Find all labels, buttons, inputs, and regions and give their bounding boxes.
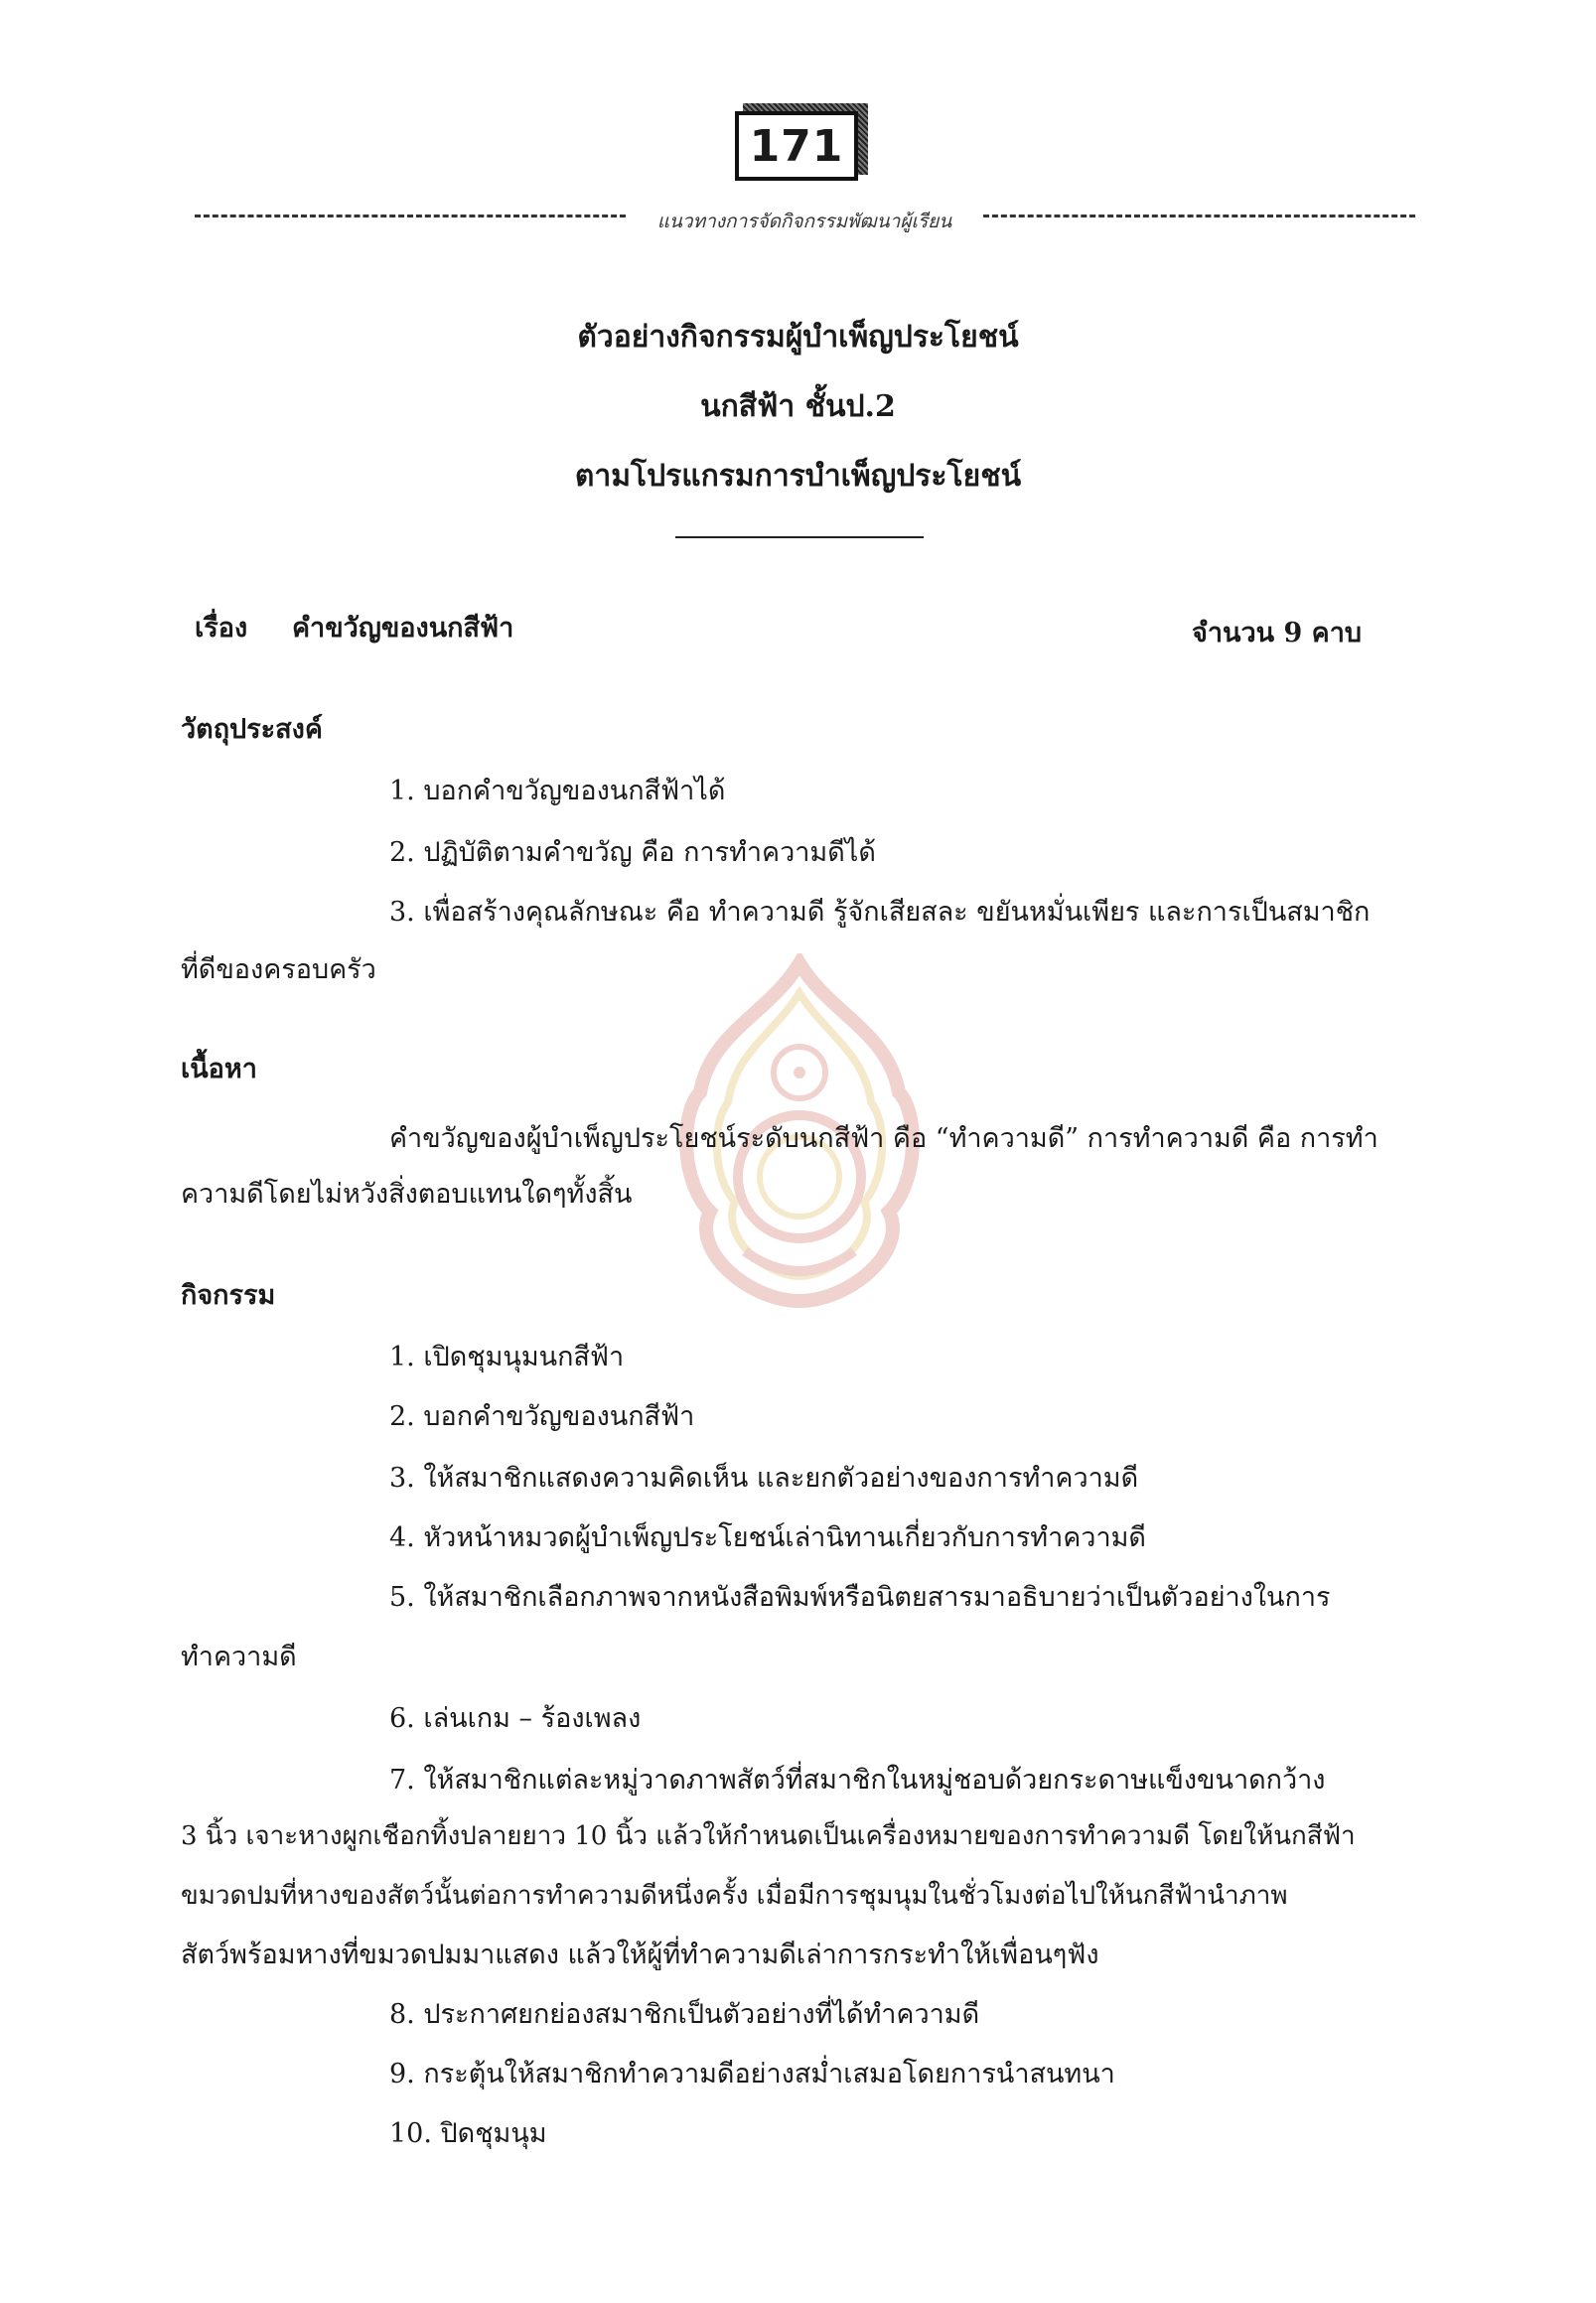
running-header: แนวทางการจัดกิจกรรมพัฒนาผู้เรียน [656,211,952,232]
activity-item: 6. เล่นเกม – ร้องเพลง [389,1703,642,1734]
content-heading: เนื้อหา [181,1054,257,1084]
page-number-box [735,103,868,181]
activity-item-continuation: สัตว์พร้อมหางที่ขมวดปมมาแสดง แล้วให้ผู้ที่ทำความดีเล่าการกระทำให้เพื่อนๆฟัง [181,1940,1099,1970]
activity-item: 9. กระตุ้นให้สมาชิกทำความดีอย่างสม่ำเสมอโดยการนำสนทนา [389,2059,1115,2089]
objectives-heading: วัตถุประสงค์ [181,714,323,745]
content-paragraph-line: ความดีโดยไม่หวังสิ่งตอบแทนใดๆทั้งสิ้น [181,1179,633,1210]
activity-item: 7. ให้สมาชิกแต่ละหมู่วาดภาพสัตว์ที่สมาชิกในหมู่ชอบด้วยกระดาษแข็งขนาดกว้าง [389,1765,1326,1796]
activity-item: 1. เปิดชุมนุมนกสีฟ้า [389,1342,625,1372]
activity-item-continuation: ทำความดี [181,1642,297,1672]
activity-item: 8. ประกาศยกย่องสมาชิกเป็นตัวอย่างที่ได้ทำความดี [389,1999,980,2030]
title-line-1: ตัวอย่างกิจกรรมผู้บำเพ็ญประโยชน์ [577,320,1019,355]
activity-item-continuation: 3 นิ้ว เจาะหางผูกเชือกทิ้งปลายยาว 10 นิ้ว แล้วให้กำหนดเป็นเครื่องหมายของการทำความดี โดยให้นกสีฟ้า [181,1821,1356,1851]
activity-item: 10. ปิดชุมนุม [389,2118,547,2149]
header-rule-left [195,215,626,217]
objective-item: 1. บอกคำขวัญของนกสีฟ้าได้ [389,776,726,806]
subject-label: เรื่อง [195,613,248,644]
title-underline [675,536,924,538]
objective-item: 3. เพื่อสร้างคุณลักษณะ คือ ทำความดี รู้จักเสียสละ ขยันหมั่นเพียร และการเป็นสมาชิก [389,897,1371,928]
activity-item: 5. ให้สมาชิกเลือกภาพจากหนังสือพิมพ์หรือนิตยสารมาอธิบายว่าเป็นตัวอย่างในการ [389,1582,1331,1613]
title-line-2: นกสีฟ้า ชั้นป.2 [700,389,896,424]
objective-item: 2. ปฏิบัติตามคำขวัญ คือ การทำความดีได้ [389,837,876,868]
subject-value: คำขวัญของนกสีฟ้า [292,613,514,644]
activity-item: 4. หัวหน้าหมวดผู้บำเพ็ญประโยชน์เล่านิทานเกี่ยวกับการทำความดี [389,1522,1146,1553]
header-rule-right [983,215,1415,217]
activity-item: 3. ให้สมาชิกแสดงความคิดเห็น และยกตัวอย่างของการทำความดี [389,1463,1139,1494]
activities-heading: กิจกรรม [181,1280,276,1311]
activity-item-continuation: ขมวดปมที่หางของสัตว์นั้นต่อการทำความดีหนึ่งครั้ง เมื่อมีการชุมนุมในชั่วโมงต่อไปให้นกสีฟ้านำภาพ [181,1881,1288,1911]
periods-count: จำนวน 9 คาบ [1192,618,1363,648]
title-line-3: ตามโปรแกรมการบำเพ็ญประโยชน์ [574,459,1022,494]
page-number: 171 [735,111,858,181]
content-paragraph-line: คำขวัญของผู้บำเพ็ญประโยชน์ระดับนกสีฟ้า คือ “ทำความดี” การทำความดี คือ การทำ [389,1123,1378,1154]
objective-item-continuation: ที่ดีของครอบครัว [181,954,376,985]
activity-item: 2. บอกคำขวัญของนกสีฟ้า [389,1401,695,1432]
